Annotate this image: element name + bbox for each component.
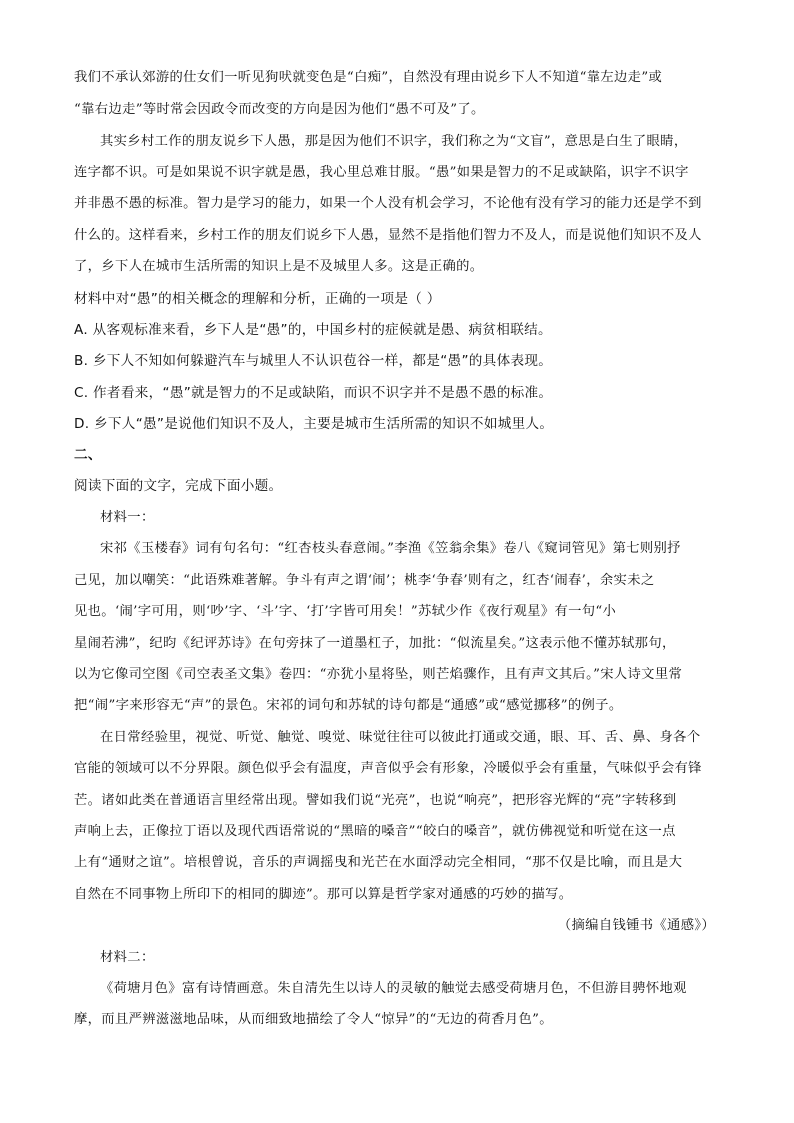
- material-label: 材料二：: [100, 950, 155, 965]
- passage-line: 并非愚不愚的标准。智力是学习的能力，如果一个人没有机会学习，不论他有没有学习的能力还是学不到: [74, 196, 702, 211]
- material-line: 宋祁《玉楼春》词有句名句：“红杏枝头春意闹。”李渔《笠翁余集》卷八《窥词管见》第七则别抒: [100, 541, 681, 556]
- material-line: 《荷塘月色》富有诗情画意。朱自清先生以诗人的灵敏的触觉去感受荷塘月色，不但游目骋怀地观: [100, 981, 687, 996]
- question-stem: 材料中对“愚”的相关概念的理解和分析，正确的一项是（ ）: [74, 291, 441, 307]
- passage-line: 连字都不识。可是如果说不识字就是愚，我心里总难甘服。“愚”如果是智力的不足或缺陷，识字不识字: [74, 165, 689, 180]
- material-line: 见也。‘闹’字可用，则‘吵’字、‘斗’字、‘打’字皆可用矣！”苏轼少作《夜行观星》有一句“小: [74, 604, 617, 619]
- material-line: 在日常经验里，视觉、听觉、触觉、嗅觉、味觉往往可以彼此打通或交通，眼、耳、舌、鼻、身各个: [100, 730, 701, 745]
- material-label: 材料一：: [100, 510, 155, 525]
- source-citation: （摘编自钱锺书《通感》）: [557, 918, 715, 933]
- material-line: 声响上去，正像拉丁语以及现代西语常说的“黑暗的嗓音”“皎白的嗓音”，就仿佛视觉和听觉在这一点: [74, 824, 676, 839]
- material-line: 官能的领域可以不分界限。颜色似乎会有温度，声音似乎会有形象，冷暖似乎会有重量，气味似乎会有锋: [74, 761, 702, 776]
- passage-line: “靠右边走”等时常会因政令而改变的方向是因为他们“愚不可及”了。: [74, 102, 485, 117]
- material-line: 自然在不同事物上所印下的相同的脚迹”。那可以算是哲学家对通感的巧妙的描写。: [74, 887, 573, 902]
- material-line: 摩，而且严辨滋滋地品味，从而细致地描绘了令人“惊异”的“无边的荷香月色”。: [74, 1012, 553, 1027]
- section-heading: 二、: [74, 447, 102, 463]
- option-d: D. 乡下人“愚”是说他们知识不及人，主要是城市生活所需的知识不如城里人。: [74, 416, 554, 432]
- material-line: 己见，加以嘲笑：“此语殊难著解。争斗有声之谓‘闹’；桃李‘争春’则有之，红杏‘闹春’，余实未之: [74, 573, 655, 588]
- option-a: A. 从客观标准来看，乡下人是“愚”的，中国乡村的症候就是愚、病贫相联结。: [74, 322, 552, 338]
- passage-line: 了，乡下人在城市生活所需的知识上是不及城里人多。这是正确的。: [74, 259, 484, 274]
- passage-line: 我们不承认郊游的仕女们一听见狗吠就变色是“白痴”，自然没有理由说乡下人不知道“靠左边走”或: [74, 70, 663, 85]
- passage-line: 其实乡村工作的朋友说乡下人愚，那是因为他们不识字，我们称之为“文盲”，意思是白生了眼睛，: [100, 134, 688, 149]
- material-line: 芒。诸如此类在普通语言里经常出现。譬如我们说“光亮”，也说“响亮”，把形容光辉的“亮”字转移到: [74, 793, 677, 808]
- passage-line: 什么的。这样看来，乡村工作的朋友们说乡下人愚，显然不是指他们智力不及人，而是说他们知识不及人: [74, 228, 702, 243]
- material-line: 以为它像司空图《司空表圣文集》卷四：“亦犹小星将坠，则芒焰骤作，且有声文其后。”宋人诗文里常: [74, 667, 683, 682]
- option-c: C. 作者看来，“愚”就是智力的不足或缺陷，而识不识字并不是愚不愚的标准。: [74, 385, 553, 401]
- material-line: 把“闹”字来形容无“声”的景色。宋祁的词句和苏轼的诗句都是“通感”或“感觉挪移”的例子。: [74, 698, 623, 713]
- material-line: 上有“通财之谊”。培根曾说，音乐的声调摇曳和光芒在水面浮动完全相同，“那不仅是比喻，而且是大: [74, 855, 683, 870]
- material-line: 星闹若沸”，纪昀《纪评苏诗》在句旁抹了一道墨杠子，加批：“似流星矣。”这表示他不懂苏轼那句，: [74, 636, 676, 651]
- option-b: B. 乡下人不知如何躲避汽车与城里人不认识苞谷一样，都是“愚”的具体表现。: [74, 353, 553, 369]
- section-instruction: 阅读下面的文字，完成下面小题。: [74, 478, 283, 494]
